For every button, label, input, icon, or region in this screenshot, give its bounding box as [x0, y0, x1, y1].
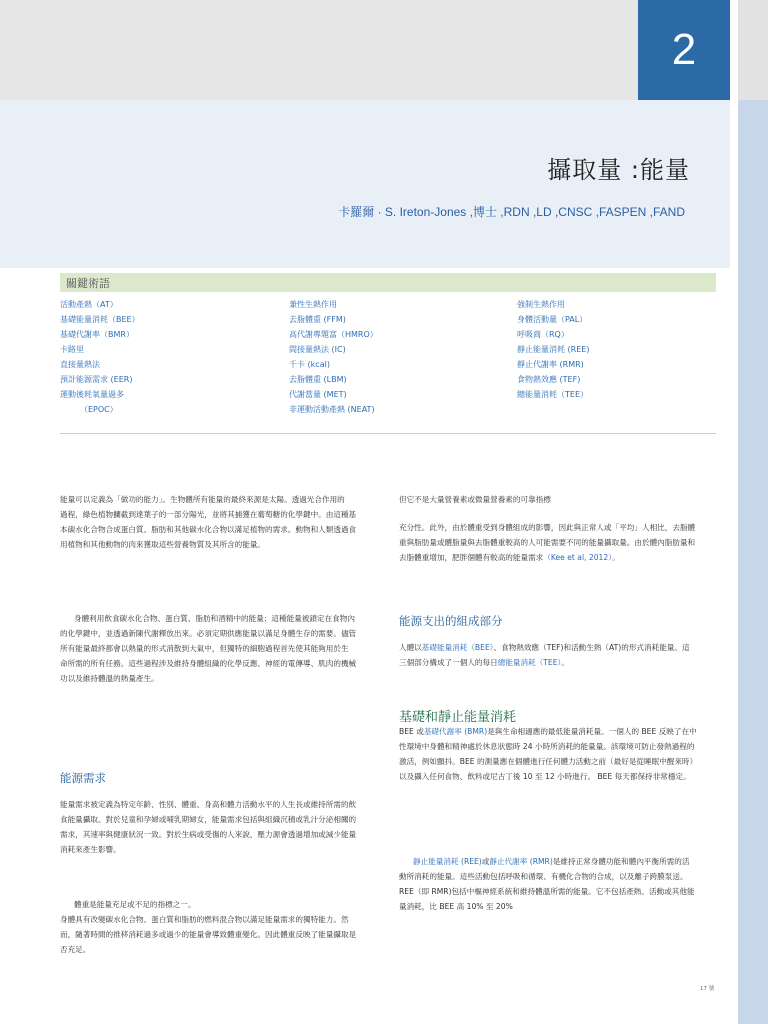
chapter-number-box: [638, 0, 730, 100]
key-term[interactable]: 靜止能量消耗 (REE): [517, 345, 590, 354]
key-term[interactable]: 靜止代謝率 (RMR): [517, 360, 584, 369]
side-strip-cap: [738, 0, 768, 100]
text-line: 激活，例如顫抖。BEE 的測量應在個體進行任何體力活動之前（最好是從睡眠中醒來時）: [399, 757, 698, 766]
page-number: 17 號: [700, 986, 715, 992]
key-term[interactable]: 總能量消耗（TEE）: [517, 390, 588, 399]
key-term[interactable]: 基礎能量消耗（BEE）: [60, 315, 140, 324]
key-terms-column-2: [289, 297, 378, 417]
key-term[interactable]: （EPOC）: [80, 405, 118, 414]
key-terms-column-3: [517, 297, 589, 402]
key-term[interactable]: 去脂體重 (LBM): [289, 375, 347, 384]
key-terms-divider: [60, 433, 716, 434]
text-run: 人體以: [399, 643, 422, 652]
text-line: 體重是能量充足或不足的指標之一。: [74, 900, 196, 909]
term-link-rmr[interactable]: 靜止代謝率 (RMR): [489, 857, 553, 866]
chapter-title: 攝取量 :能量: [547, 156, 690, 184]
citation-link[interactable]: （Kee et al, 2012）。: [543, 553, 620, 562]
key-term[interactable]: 非運動活動產熱 (NEAT): [289, 405, 375, 414]
text-line: 否充足。: [60, 945, 91, 954]
key-term[interactable]: 食物熱效應 (TEF): [517, 375, 581, 384]
key-term[interactable]: 高代謝專題富（HMRO）: [289, 330, 378, 339]
key-terms-heading: 關鍵術語: [66, 277, 110, 290]
key-term[interactable]: 基礎代謝率（BMR）: [60, 330, 134, 339]
key-term[interactable]: 卡路里: [60, 345, 84, 354]
text-line: 去脂體重增加，肥胖個體有較高的能量需求: [399, 553, 544, 562]
key-term[interactable]: 呼吸商（RQ）: [517, 330, 569, 339]
ree-paragraph: [399, 854, 695, 914]
intro-paragraph: [60, 492, 356, 552]
metabolism-paragraph: [60, 611, 356, 686]
section-heading-basal: 基礎和靜止能量消耗: [399, 710, 517, 725]
text-run: 三個部分構成了一個人的每日: [399, 658, 498, 667]
text-line: 需求，其速率與健康狀況一致。對於生病或受傷的人來說，壓力源會透過增加或減少能量: [60, 830, 357, 839]
key-term[interactable]: 預計能源需求 (EER): [60, 375, 133, 384]
term-link-ree[interactable]: 靜止能量消耗 (REE): [413, 857, 482, 866]
text-line: 用植物和其他動物的肉來獲取這些營養物質及其所含的能量。: [60, 540, 266, 549]
text-run: 或: [481, 857, 490, 866]
text-line: 命所需的所有任務。這些過程涉及維持身體組織的化學反應、神經的電傳導、肌肉的機械: [60, 659, 357, 668]
text-line: 充分性。此外，由於體重受到身體組成的影響，因此與正常人或「平均」人相比，去脂體: [399, 523, 696, 532]
text-line: 而，隨著時間的推移消耗過多或過少的能量會導致體重變化。因此體重反映了能量攝取是: [60, 930, 357, 939]
text-line: 量消耗，比 BEE 高 10% 至 20%: [399, 902, 513, 911]
key-term[interactable]: 去脂體重 (FFM): [289, 315, 346, 324]
key-term[interactable]: 兼性生熱作用: [289, 300, 337, 309]
text-line: 功以及維持體溫的熱量產生。: [60, 674, 159, 683]
text-line: 身體具有改變碳水化合物、蛋白質和脂肪的燃料混合物以滿足能量需求的獨特能力。然: [60, 915, 349, 924]
header-bar: [0, 0, 638, 100]
text-line: 消耗來產生影響。: [60, 845, 121, 854]
adequacy-paragraph: [399, 520, 695, 565]
text-line: 性環境中身體和精神處於休息狀態時 24 小時所消耗的能量量。該環境可防止發熱過程的: [399, 742, 695, 751]
term-link-bee[interactable]: 基礎能量消耗（BEE）: [421, 643, 494, 652]
text-run: 。: [561, 658, 569, 667]
body-weight-paragraph: [60, 897, 356, 957]
key-term[interactable]: 間接量熱法 (IC): [289, 345, 346, 354]
indicator-line: [399, 492, 551, 507]
term-link-tee[interactable]: 總能量消耗（TEE）: [497, 658, 562, 667]
text-run: 、食物熱效應（TEF)和活動生熱（AT)的形式消耗能量。這: [493, 643, 690, 652]
text-line: 動所消耗的能量。這些活動包括呼吸和循環、有機化合物的合成，以及離子跨膜泵送。: [399, 872, 688, 881]
key-term[interactable]: 代謝當量 (MET): [289, 390, 347, 399]
bee-paragraph: [399, 724, 697, 784]
authors: 卡羅爾 · S. Ireton-Jones ,博士 ,RDN ,LD ,CNSC ,FASPEN ,FAND: [338, 205, 685, 219]
section-heading-components: 能源支出的組成部分: [399, 614, 503, 628]
term-link-bmr[interactable]: 基礎代謝率 (BMR): [423, 727, 488, 736]
text-line: 過程，綠色植物攔截到達葉子的一部分陽光，並將其捕獲在葡萄糖的化學鍵中。由這種基: [60, 510, 357, 519]
text-line: 的化學鍵中，並透過新陳代謝釋放出來。必須定期供應能量以滿足身體生存的需要。儘管: [60, 629, 357, 638]
key-term[interactable]: 強制生熱作用: [517, 300, 565, 309]
key-term[interactable]: 千卡 (kcal): [289, 360, 330, 369]
text-line: 重與脂肪量或體脂量與去脂體重較高的人可能需要不同的能量攝取量。由於體內脂肪量和: [399, 538, 696, 547]
text-line: 本碳水化合物合成蛋白質、脂肪和其他碳水化合物以滿足植物的需求。動物和人類透過食: [60, 525, 357, 534]
components-paragraph: [399, 640, 690, 670]
key-term[interactable]: 活動產熱（AT）: [60, 300, 118, 309]
side-strip: [738, 0, 768, 1024]
text-line: 能量需求被定義為特定年齡、性別、體重、身高和體力活動水平的人生長或維持所需的飲: [60, 800, 357, 809]
key-term[interactable]: 運動後耗氧量過多: [60, 390, 124, 399]
text-line: 所有能量最終都會以熱量的形式消散到大氣中，但獨特的細胞過程首先使其能夠用於生: [60, 644, 349, 653]
key-terms-column-1: [60, 297, 140, 417]
text-line: REE（即 RMR)包括中樞神經系統和維持體溫所需的能量。它不包括產熱、活動或其他能: [399, 887, 695, 896]
text-run: 是維持正常身體功能和體內平衡所需的活: [552, 857, 690, 866]
key-term[interactable]: 身體活動量（PAL）: [517, 315, 588, 324]
section-heading-energy-needs: 能源需求: [60, 771, 106, 785]
text-line: 能量可以定義為「做功的能力」。生物體所有能量的最終來源是太陽。透過光合作用的: [60, 495, 345, 504]
text-run: BEE 或: [399, 727, 424, 736]
energy-needs-paragraph: [60, 797, 356, 857]
text-line: 以及攝入任何食物、飲料或尼古丁後 10 至 12 小時進行。 BEE 每天都保持非常穩定。: [399, 772, 691, 781]
text-run: 是與生命相適應的最低能量消耗量。一個人的 BEE 反映了在中: [487, 727, 697, 736]
text-line: 但它不是大量營養素或微量營養素的可靠指標: [399, 495, 551, 504]
text-line: 食能量攝取。對於兒童和孕婦或哺乳期婦女，能量需求包括與組織沉積或乳汁分泌相關的: [60, 815, 357, 824]
key-term[interactable]: 直接量熱法: [60, 360, 100, 369]
text-line: 身體利用飲食碳水化合物、蛋白質、脂肪和酒精中的能量；這種能量被鎖定在食物內: [74, 614, 355, 623]
chapter-number: 2: [671, 25, 697, 74]
key-terms-header: [60, 273, 716, 292]
